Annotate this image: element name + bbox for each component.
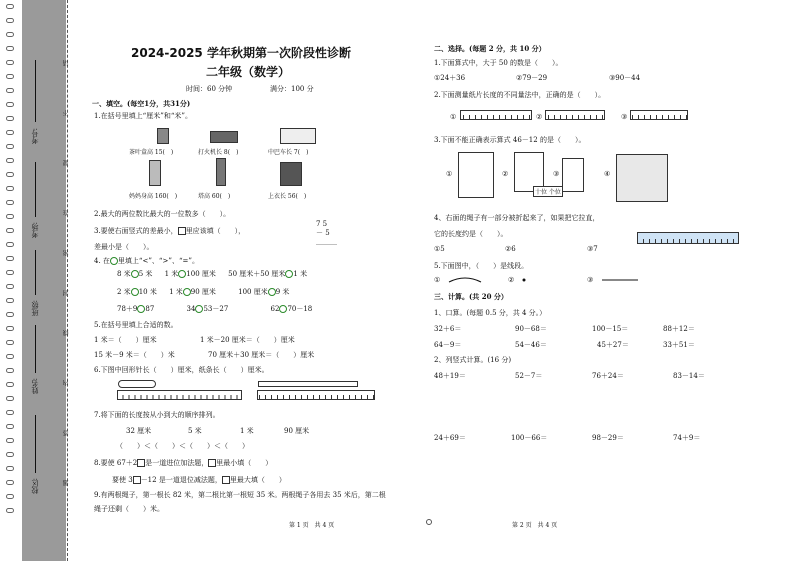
choice-2-option[interactable]: ① (450, 113, 457, 121)
item-tea-box: 茶叶盒高 15( ) (129, 149, 174, 156)
punch-holes (6, 4, 16, 522)
label-school: 校区: (31, 478, 39, 495)
page-footer-right: 第 2 页 共 4 页 (512, 522, 558, 529)
q5-item: 1 米－20 厘米＝（ ）厘米 (200, 336, 295, 344)
vertical-item[interactable]: 74＋9＝ (673, 434, 701, 442)
choice-4a: 4、右面的绳子有一部分被折起来了，如果把它拉直， (434, 214, 600, 222)
page-footer-left: 第 1 页 共 4 页 (289, 522, 335, 529)
item-minibus: 中巴车长 7( ) (268, 149, 309, 156)
choice-4-option[interactable]: ②6 (505, 245, 516, 253)
choice-5-option[interactable]: ② (508, 276, 515, 284)
label-exam-room: 考场: (31, 222, 39, 239)
center-hole (426, 519, 432, 525)
abacus-image-1 (458, 152, 494, 198)
choice-5-option[interactable]: ③ (587, 276, 594, 284)
answer-box[interactable] (178, 227, 186, 235)
vertical-item[interactable]: 76＋24＝ (592, 372, 624, 380)
item-tower: 塔高 60( ) (198, 193, 231, 200)
compare-circle (110, 257, 118, 265)
section-fill-in: 一、填空。(每空1分，共31分) (92, 99, 191, 108)
q5-item: 70 厘米＋30 厘米＝（ ）厘米 (208, 351, 315, 359)
vertical-item[interactable]: 48＋19＝ (434, 372, 466, 380)
curve-image (447, 274, 483, 284)
seal-note: 题 (63, 480, 70, 486)
mother-image (149, 160, 161, 186)
choice-3-option[interactable]: ③ (553, 170, 560, 178)
choice-2-option[interactable]: ③ (621, 113, 628, 121)
choice-1-option[interactable]: ②79－29 (516, 74, 548, 82)
choice-4-option[interactable]: ①5 (434, 245, 445, 253)
question-9b: 绳子还剩（ ）米。 (94, 505, 164, 513)
length-item: 1 米 (240, 427, 254, 435)
line-exam-room[interactable] (35, 162, 36, 217)
measure-image-2 (545, 110, 605, 120)
vertical-item[interactable]: 52－7＝ (515, 372, 543, 380)
seal-note: 内 (63, 380, 70, 386)
line-class[interactable] (35, 250, 36, 295)
vertical-item[interactable]: 98－29＝ (592, 434, 624, 442)
exam-time: 时间：60 分钟 (186, 85, 233, 93)
choice-3-option[interactable]: ④ (604, 170, 611, 178)
choice-3: 3.下面不能正确表示算式 46－12 的是（ ）。 (434, 136, 586, 144)
choice-4b: 它的长度约是（ ）。 (434, 230, 508, 238)
tea-box-image (157, 128, 169, 144)
question-8a: 8.要使 67＋2 是一道进位加法题， 里最小填（ ） (94, 459, 273, 467)
exam-subtitle: 二年级（数学） (206, 65, 291, 79)
seal-note: 不 (63, 110, 70, 116)
paper-clip-image (118, 380, 156, 388)
choice-1: 1.下面算式中，大于 50 的数是（ ）。 (434, 59, 563, 67)
jacket-image (280, 162, 302, 186)
rope-ruler-image (637, 232, 739, 244)
measure-image-3 (630, 110, 688, 120)
choice-4-option[interactable]: ③7 (587, 245, 598, 253)
question-6: 6.下图中回形针长（ ）厘米，纸条长（ ）厘米。 (94, 366, 269, 374)
oral-item[interactable]: 90－68＝ (515, 325, 547, 333)
q5-item: 1 米＝（ ）厘米 (94, 336, 157, 344)
length-item: 5 米 (188, 427, 202, 435)
choice-5: 5.下面图中，（ ）是线段。 (434, 262, 529, 270)
oral-calc-title: 1、口算。(每题 0.5 分，共 4 分。） (434, 309, 547, 317)
q4-row-3: 78＋9 87 34 53－27 62 70－18 (117, 305, 313, 313)
seal-note: 封 (63, 290, 70, 296)
segment-image (600, 276, 640, 284)
question-3: 3.要使右面竖式的差最小， 里应该填（ ）， (94, 227, 246, 235)
seal-line (67, 0, 68, 561)
label-class: 班级: (31, 300, 39, 317)
oral-item[interactable]: 100－15＝ (592, 325, 629, 333)
choice-3-option[interactable]: ① (446, 170, 453, 178)
line-school[interactable] (35, 415, 36, 473)
measure-image-1 (460, 110, 532, 120)
question-8b: 要使 3 －12 是一道退位减法题， 里最大填（ ） (112, 476, 286, 484)
vertical-item[interactable]: 24＋69＝ (434, 434, 466, 442)
seal-note: 密 (63, 250, 70, 256)
section-choice: 二、选择。(每题 2 分，共 10 分） (434, 44, 546, 53)
vertical-calc-title: 2、列竖式计算。(16 分) (434, 356, 512, 364)
q4-row-1: 8 米 5 米 1 米 100 厘米 50 厘米＋50 厘米 1 米 (117, 270, 308, 278)
question-9a: 9.有两根绳子，第一根长 82 米，第二根比第一根短 35 米。两根绳子各用去 35 米后，第二根 (94, 491, 386, 499)
dot-image (520, 276, 530, 284)
place-value-label: 十位 个位 (533, 186, 563, 197)
vertical-item[interactable]: 100－66＝ (511, 434, 548, 442)
ruler-image (257, 390, 375, 400)
seal-note: 请 (63, 60, 70, 66)
tower-image (216, 158, 226, 186)
order-blanks[interactable]: （ ）＜（ ）＜（ ）＜（ ） (116, 442, 249, 450)
question-5: 5.在括号里填上合适的数。 (94, 321, 178, 329)
binding-strip (0, 0, 22, 561)
oral-item[interactable]: 64－9＝ (434, 341, 462, 349)
info-band (22, 0, 66, 561)
label-name: 姓名: (31, 378, 39, 395)
q4-row-2: 2 米 10 米 1 米 90 厘米 100 厘米 9 米 (117, 288, 290, 296)
item-mother: 妈妈身高 160( ) (129, 193, 178, 200)
line-exam-number[interactable] (35, 60, 36, 122)
choice-1-option[interactable]: ①24＋36 (434, 74, 466, 82)
seal-note: 要 (63, 160, 70, 166)
label-exam-number: 考号: (31, 128, 39, 145)
lighter-image (210, 131, 238, 143)
sticks-image (616, 154, 668, 202)
exam-title: 2024-2025 学年秋期第一次阶段性诊断 (131, 46, 351, 60)
choice-3-option[interactable]: ② (502, 170, 509, 178)
q5-item: 15 米－9 米＝（ ）米 (94, 351, 175, 359)
seal-note: 线 (63, 330, 70, 336)
line-name[interactable] (35, 325, 36, 373)
vertical-subtraction: 7 5 － 5 ＿＿＿ (316, 220, 337, 246)
choice-5-option[interactable]: ① (434, 276, 441, 284)
abacus-image-2 (562, 158, 584, 192)
oral-item[interactable]: 33＋51＝ (663, 341, 695, 349)
length-item: 32 厘米 (126, 427, 152, 435)
seal-note: 在 (63, 210, 70, 216)
seal-note: 答 (63, 430, 70, 436)
exam-score: 满分：100 分 (270, 85, 314, 93)
choice-2-option[interactable]: ② (536, 113, 543, 121)
question-2: 2.最大的两位数比最大的一位数多（ ）。 (94, 210, 231, 218)
question-3b: 差最小是（ ）。 (94, 243, 154, 251)
ruler-image (117, 390, 242, 400)
oral-item[interactable]: 32＋6＝ (434, 325, 462, 333)
oral-item[interactable]: 54－46＝ (515, 341, 547, 349)
paper-strip-image (258, 381, 358, 387)
question-1: 1.在括号里填上“厘米”和“米”。 (94, 112, 192, 120)
item-jacket: 上衣长 56( ) (268, 193, 307, 200)
oral-item[interactable]: 88＋12＝ (663, 325, 695, 333)
section-calc: 三、计算。(共 20 分） (434, 292, 508, 301)
choice-2: 2.下面测量纸片长度的不同量法中，正确的是（ ）。 (434, 91, 606, 99)
length-item: 90 厘米 (284, 427, 310, 435)
question-4: 4. 在 里填上“<”、“>”、“=”。 (94, 257, 199, 265)
question-7: 7.将下面的长度按从小到大的顺序排列。 (94, 411, 220, 419)
item-lighter: 打火机长 8( ) (198, 149, 239, 156)
oral-item[interactable]: 45＋27＝ (597, 341, 629, 349)
choice-1-option[interactable]: ③90－44 (609, 74, 641, 82)
vertical-item[interactable]: 83－14＝ (673, 372, 705, 380)
minibus-image (280, 128, 316, 144)
